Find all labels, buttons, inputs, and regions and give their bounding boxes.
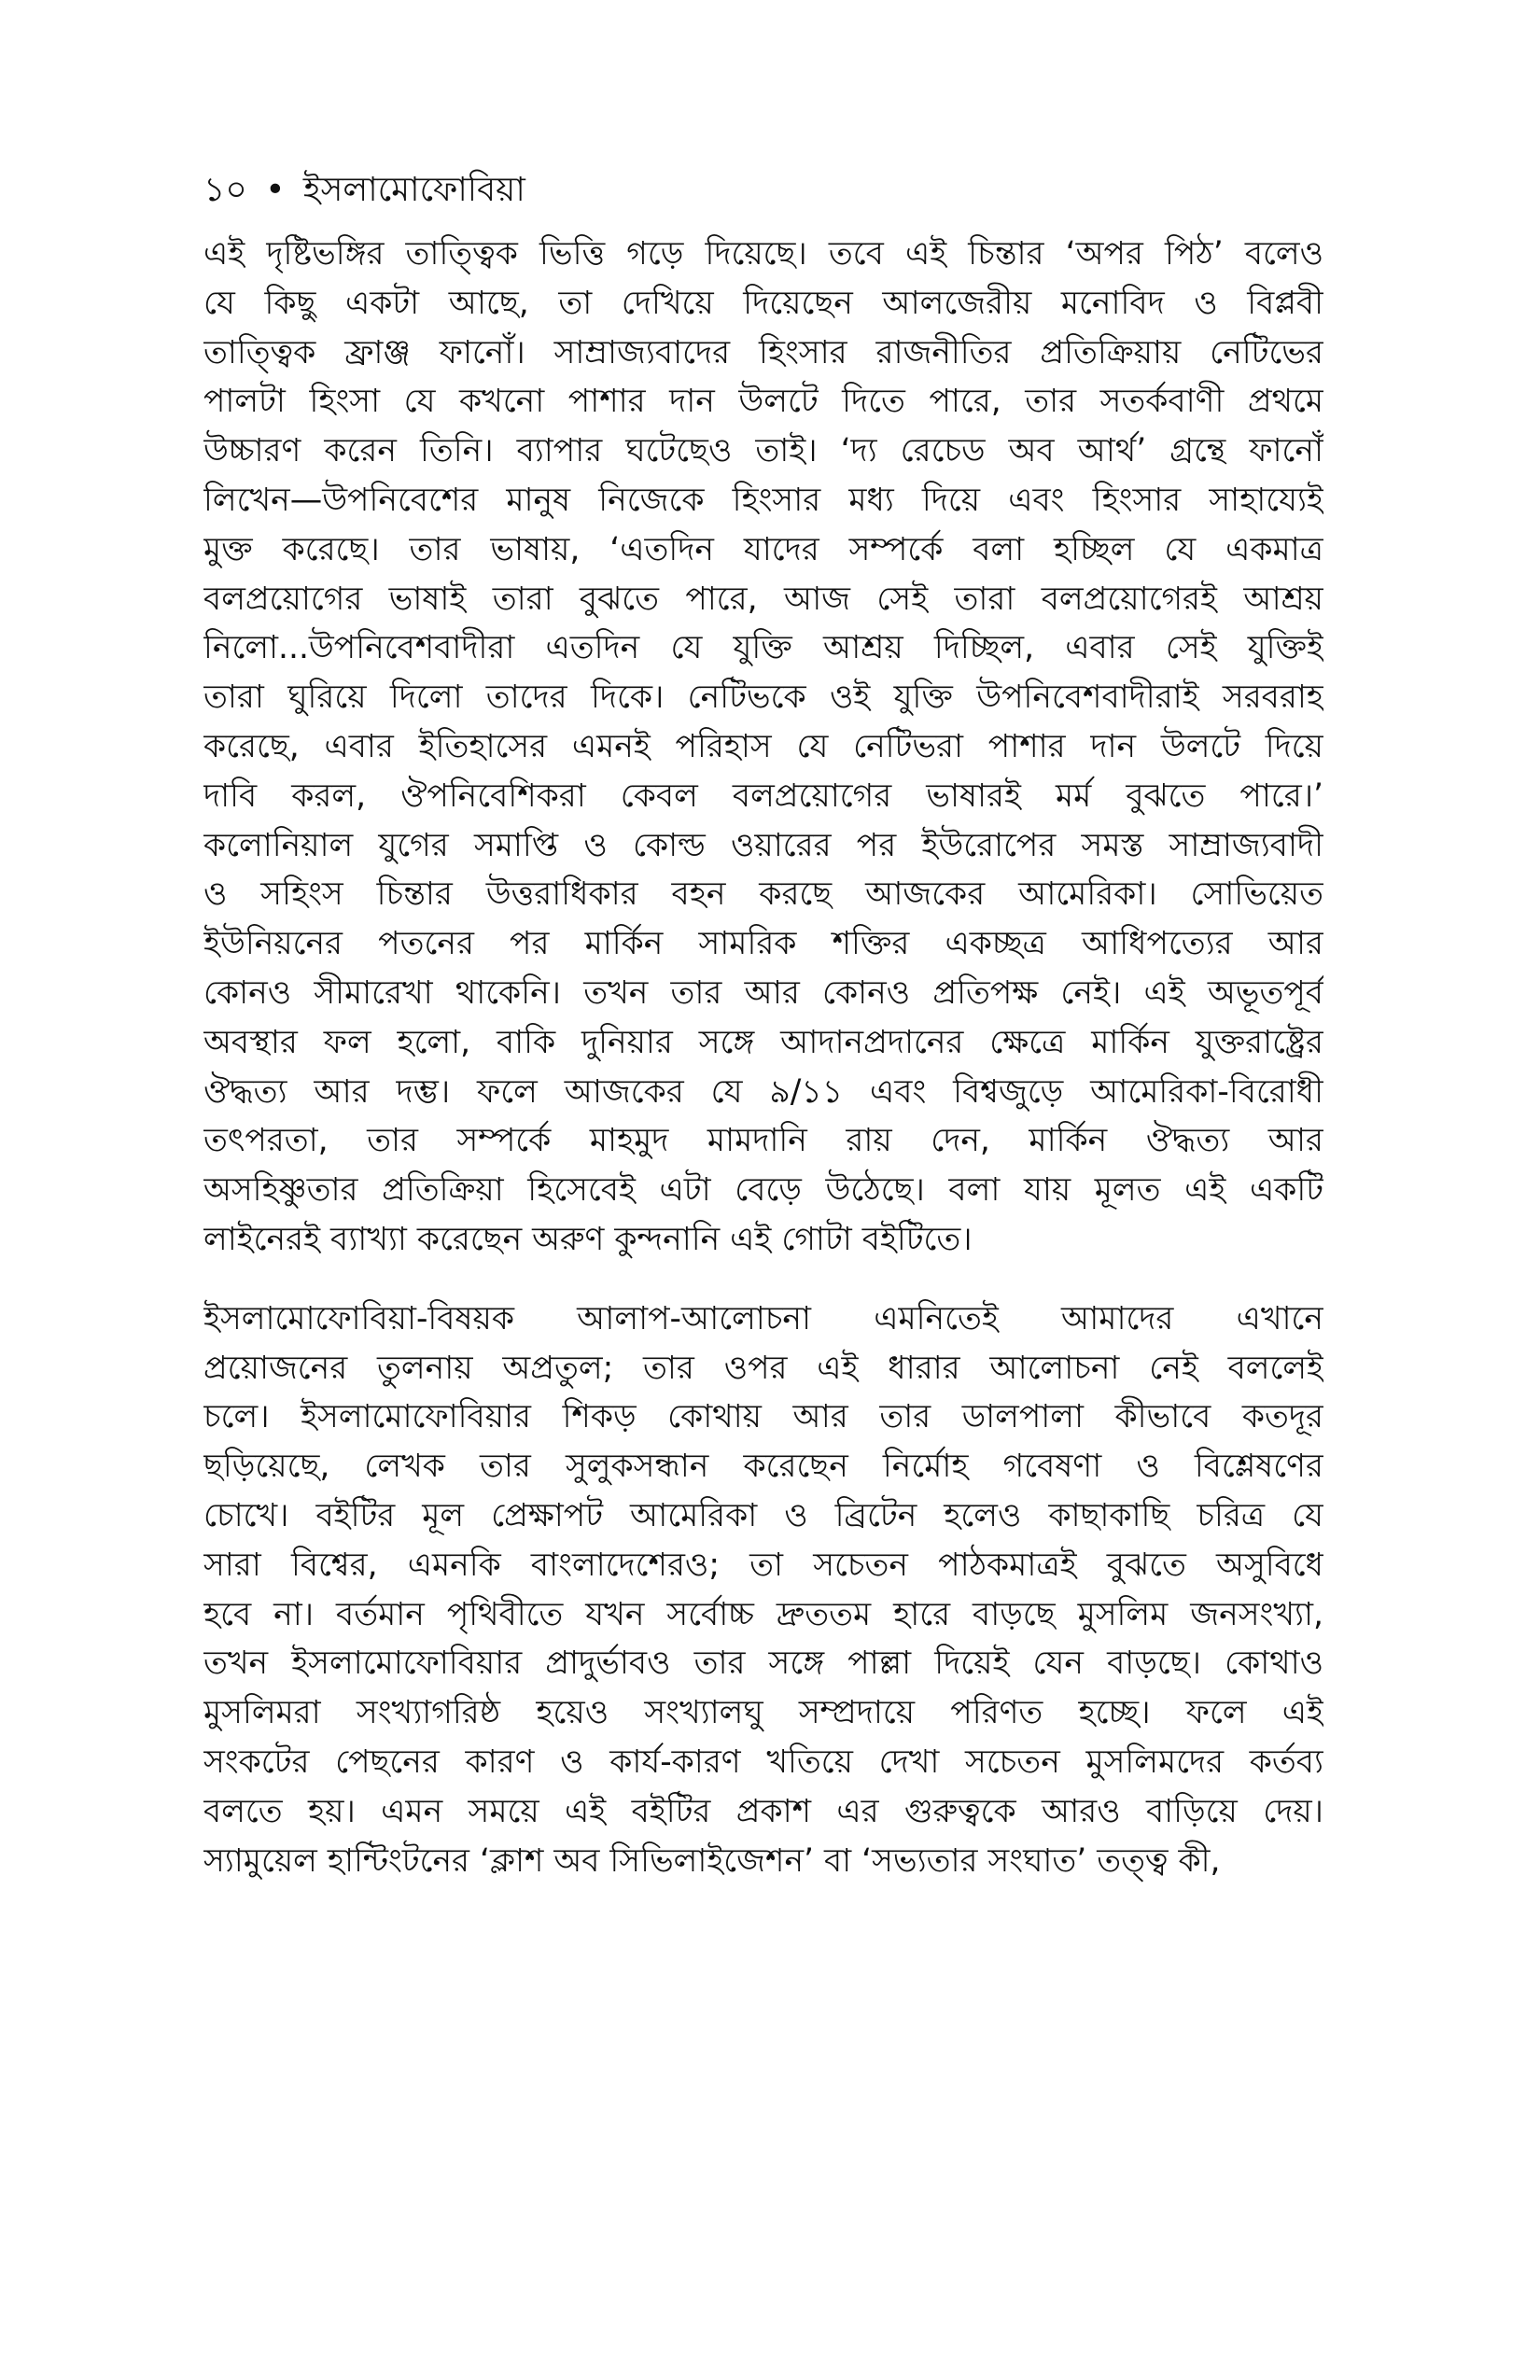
text-line: তাত্ত্বিক ফ্রাঞ্জ ফানোঁ। সাম্রাজ্যবাদের হিংসার রাজনীতির প্রতিক্রিয়ায় নেটিভের [203,333,1323,371]
text-line: ছড়িয়েছে, লেখক তার সুলুকসন্ধান করেছেন নির্মোহ গবেষণা ও বিশ্লেষণের [203,1448,1323,1486]
paragraph-spacer [203,1265,1323,1295]
text-line: উচ্চারণ করেন তিনি। ব্যাপার ঘটেছেও তাই। ‘দ্য রেচেড অব আর্থ’ গ্রন্থে ফানোঁ [203,432,1323,470]
text-line: কলোনিয়াল যুগের সমাপ্তি ও কোল্ড ওয়ারের পর ইউরোপের সমস্ত সাম্রাজ্যবাদী [203,826,1323,864]
text-line: অবস্থার ফল হলো, বাকি দুনিয়ার সঙ্গে আদানপ্রদানের ক্ষেত্রে মার্কিন যুক্তরাষ্ট্রের [203,1023,1323,1061]
text-line: কোনও সীমারেখা থাকেনি। তখন তার আর কোনও প্রতিপক্ষ নেই। এই অভূতপূর্ব [203,973,1323,1012]
text-line: নিলো...উপনিবেশবাদীরা এতদিন যে যুক্তি আশ্রয় দিচ্ছিল, এবার সেই যুক্তিই [203,629,1323,667]
text-line: বলপ্রয়োগের ভাষাই তারা বুঝতে পারে, আজ সেই তারা বলপ্রয়োগেরই আশ্রয় [203,580,1323,618]
text-line: প্রয়োজনের তুলনায় অপ্রতুল; তার ওপর এই ধারার আলোচনা নেই বললেই [203,1349,1323,1387]
text-line: স্যামুয়েল হান্টিংটনের ‘ক্লাশ অব সিভিলাইজেশন’ বা ‘সভ্যতার সংঘাত’ তত্ত্ব কী, [203,1841,1221,1880]
text-line: ইউনিয়নের পতনের পর মার্কিন সামরিক শক্তির একচ্ছত্র আধিপত্যের আর [203,925,1323,963]
header-separator: • [265,171,286,209]
book-title: ইসলামোফোবিয়া [302,171,525,209]
text-line: লিখেন—উপনিবেশের মানুষ নিজেকে হিংসার মধ্য দিয়ে এবং হিংসার সাহায্যেই [203,481,1323,519]
text-line: মুসলিমরা সংখ্যাগরিষ্ঠ হয়েও সংখ্যালঘু সম্প্রদায়ে পরিণত হচ্ছে। ফলে এই [203,1694,1323,1732]
text-line: তারা ঘুরিয়ে দিলো তাদের দিকে। নেটিভকে ওই যুক্তি উপনিবেশবাদীরাই সরবরাহ [203,679,1323,717]
text-line: সারা বিশ্বের, এমনকি বাংলাদেশেরও; তা সচেতন পাঠকমাত্রই বুঝতে অসুবিধে [203,1546,1323,1584]
text-line: অসহিষ্ণুতার প্রতিক্রিয়া হিসেবেই এটা বেড়ে উঠেছে। বলা যায় মূলত এই একটি [203,1171,1323,1210]
text-line: লাইনেরই ব্যাখ্যা করেছেন অরুণ কুন্দনানি এই গোটা বইটিতে। [203,1220,973,1258]
text-line: চোখে। বইটির মূল প্রেক্ষাপট আমেরিকা ও ব্রিটেন হলেও কাছাকাছি চরিত্র যে [203,1496,1323,1534]
text-line: বলতে হয়। এমন সময়ে এই বইটির প্রকাশ এর গুরুত্বকে আরও বাড়িয়ে দেয়। [203,1792,1323,1830]
text-line: পালটা হিংসা যে কখনো পাশার দান উলটে দিতে পারে, তার সতর্কবাণী প্রথমে [203,383,1323,421]
text-line: ঔদ্ধত্য আর দম্ভ। ফলে আজকের যে ৯/১১ এবং বিশ্বজুড়ে আমেরিকা-বিরোধী [203,1072,1323,1111]
text-line: তৎপরতা, তার সম্পর্কে মাহমুদ মামদানি রায় দেন, মার্কিন ঔদ্ধত্য আর [203,1122,1323,1160]
text-line: দাবি করল, ঔপনিবেশিকরা কেবল বলপ্রয়োগের ভাষারই মর্ম বুঝতে পারে।’ [203,777,1323,815]
text-line: তখন ইসলামোফোবিয়ার প্রাদুর্ভাবও তার সঙ্গে পাল্লা দিয়েই যেন বাড়ছে। কোথাও [203,1645,1323,1683]
text-line: করেছে, এবার ইতিহাসের এমনই পরিহাস যে নেটিভরা পাশার দান উলটে দিয়ে [203,727,1323,765]
text-line: এই দৃষ্টিভঙ্গির তাত্ত্বিক ভিত্তি গড়ে দিয়েছে। তবে এই চিন্তার ‘অপর পিঠ’ বলেও [203,235,1323,273]
text-line: ইসলামোফোবিয়া-বিষয়ক আলাপ-আলোচনা এমনিতেই আমাদের এখানে [203,1299,1323,1337]
page-number: ১০ [203,171,247,209]
paragraph-2 [203,1295,1323,1886]
book-page [203,168,1323,1885]
text-line: সংকটের পেছনের কারণ ও কার্য-কারণ খতিয়ে দেখা সচেতন মুসলিমদের কর্তব্য [203,1743,1323,1781]
text-line: হবে না। বর্তমান পৃথিবীতে যখন সর্বোচ্চ দ্রুততম হারে বাড়ছে মুসলিম জনসংখ্যা, [203,1595,1323,1633]
text-line: যে কিছু একটা আছে, তা দেখিয়ে দিয়েছেন আলজেরীয় মনোবিদ ও বিপ্লবী [203,284,1323,322]
paragraph-1 [203,230,1323,1265]
text-line: ও সহিংস চিন্তার উত্তরাধিকার বহন করছে আজকের আমেরিকা। সোভিয়েত [203,875,1323,914]
running-header [203,168,1323,213]
text-line: মুক্ত করেছে। তার ভাষায়, ‘এতদিন যাদের সম্পর্কে বলা হচ্ছিল যে একমাত্র [203,530,1323,568]
text-line: চলে। ইসলামোফোবিয়ার শিকড় কোথায় আর তার ডালপালা কীভাবে কতদূর [203,1398,1323,1436]
